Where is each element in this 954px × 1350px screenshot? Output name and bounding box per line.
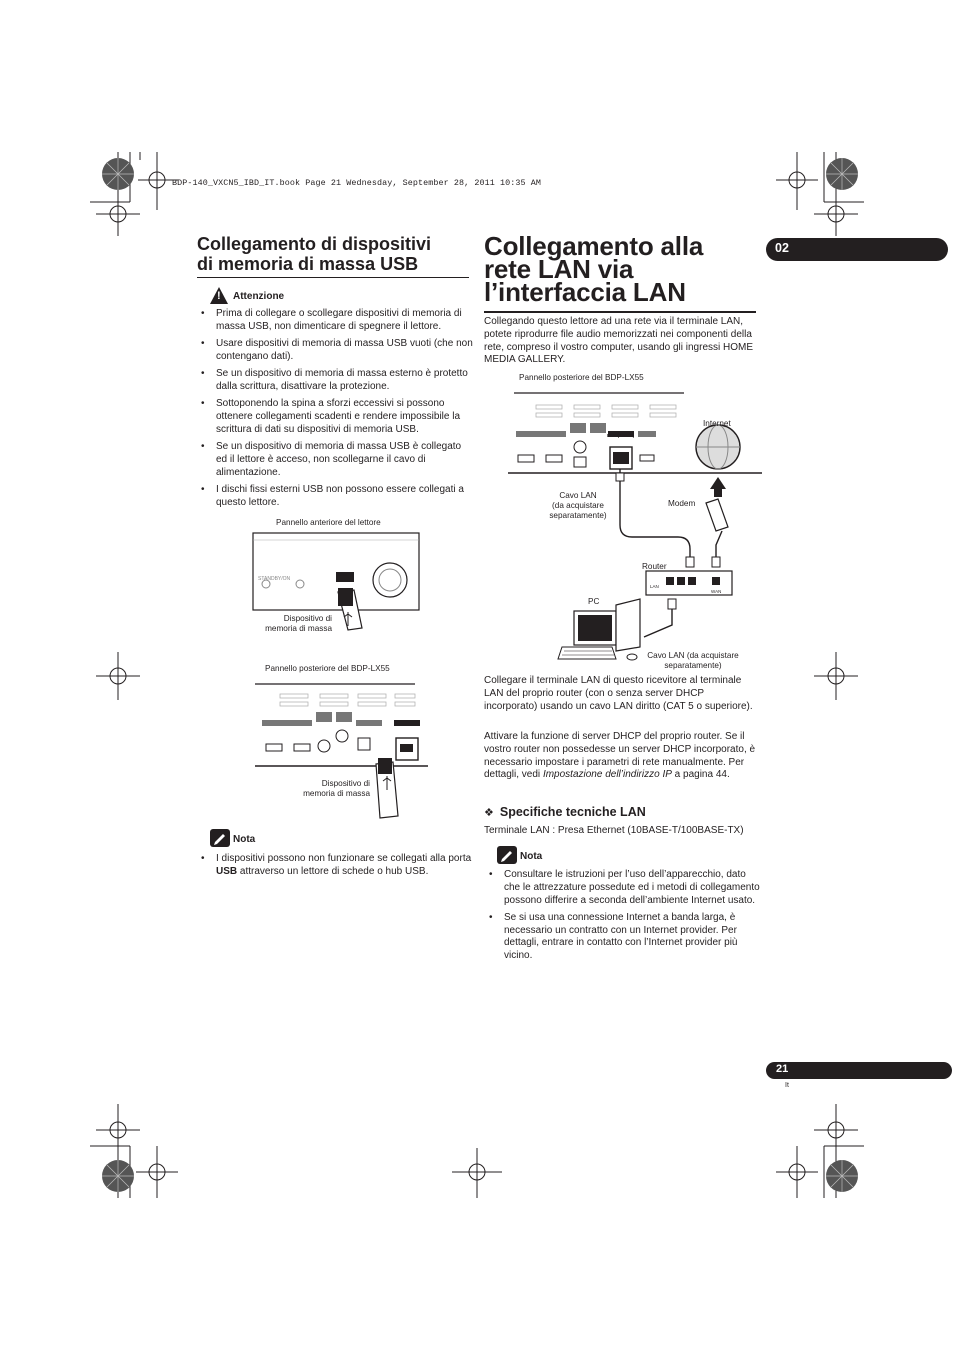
section-title-usb: Collegamento di dispositivi di memoria di massa USB [197,234,432,274]
list-item: • Prima di collegare o scollegare dispositivi di memoria di massa USB, non dimenticare di spegnere il lettore. [198,308,474,334]
note-title-left: Nota [233,834,256,845]
rear-panel-usb-illustration [250,676,480,826]
page-number: 21 [776,1063,789,1075]
section-rule-lan [484,311,756,313]
list-item: • Se un dispositivo di memoria di massa USB è collegato ed il lettore è acceso, non scollegarne il cavo di alimentazione. [198,441,474,479]
spec-line: Terminale LAN : Presa Ethernet (10BASE-T/100BASE-TX) [484,825,744,836]
chapter-number: 02 [775,241,789,255]
lan-port-label: LAN (10/100) [607,433,635,438]
internet-label: Internet [703,419,731,428]
caution-list [198,308,474,514]
rear-panel-caption: Pannello posteriore del BDP-LX55 [265,664,390,673]
page-language: It [785,1082,789,1089]
cable1-label: Cavo LAN (da acquistare separatamente) [549,491,607,520]
router-wan-label: WAN [711,589,722,594]
lan-para-2: Attivare la funzione di server DHCP del proprio router. Se il vostro router non possedesse un server DHCP incorporato, è necessario impostare i parametri di rete manualmente. Per dettagli, vedi Impostazione dell’indirizzo IP a pagina 44. [484,731,756,781]
front-panel-small-label: STANDBY/ON [258,576,291,582]
note-icon [497,846,517,864]
list-item: • Se si usa una connessione Internet a banda larga, è necessario un contratto con un Internet provider. Per dettagli, entrare in contatto con l’Internet provider più vicino. [486,912,760,963]
front-device-label: Dispositivo di memoria di massa [265,614,332,633]
lan-para-1: Collegare il terminale LAN di questo ricevitore al terminale LAN del proprio router (con o senza server DHCP incorporato) usando un cavo LAN diritto (CAT 5 o superiore). [484,675,753,712]
list-item: • I dischi fissi esterni USB non possono essere collegati a questo lettore. [198,484,474,510]
lan-intro: Collegando questo lettore ad una rete via il terminale LAN, potete riprodurre file audio memorizzati nei componenti della rete, compreso il vostro computer, usando gli ingressi HOME MEDIA GALLERY. [484,316,753,366]
list-item: • Se un dispositivo di memoria di massa esterno è protetto dalla scrittura, disattivare la protezione. [198,368,474,394]
router-lan-label: LAN [650,584,659,589]
note-list-left [198,853,474,883]
list-item: • Usare dispositivi di memoria di massa USB vuoti (che non contengano dati). [198,338,474,364]
warning-icon: ! [210,287,228,304]
section-rule-usb [197,277,469,278]
caution-title: Attenzione [233,291,285,302]
rear-device-label: Dispositivo di memoria di massa [303,779,370,798]
spec-heading: ❖ Specifiche tecniche LAN [484,805,646,819]
pc-label: PC [588,597,600,606]
note-title-right: Nota [520,851,543,862]
chapter-tab [766,238,948,261]
list-item: • I dispositivi possono non funzionare se collegati alla porta USB attraverso un lettore di schede o hub USB. [198,853,474,879]
front-usb-label: USB [337,572,348,578]
list-item: • Consultare le istruzioni per l’uso dell’apparecchio, dato che le attrezzature possedute ed i metodi di collegamento possono differire a seconda dell’ambiente Internet usato. [486,869,760,907]
section-title-lan: Collegamento alla rete LAN via l’interfaccia LAN [484,231,704,307]
note-icon [210,829,230,847]
router-label: Router [642,562,667,571]
list-item: • Sottoponendo la spina a sforzi eccessivi si possono ottenere collegamenti scadenti e rendere impossibile la scrittura di dati su dispositivi di memoria USB. [198,398,474,436]
note-list-right [486,869,760,968]
modem-label: Modem [668,499,696,508]
diamond-icon: ❖ [484,807,494,819]
page-number-tab [766,1062,952,1079]
front-panel-caption: Pannello anteriore del lettore [276,518,381,527]
book-header: BDP-140_VXCN5_IBD_IT.book Page 21 Wednesday, September 28, 2011 10:35 AM [172,178,542,188]
cable2-label: Cavo LAN (da acquistare separatamente) [647,651,739,670]
rear-caption-lan: Pannello posteriore del BDP-LX55 [519,373,644,382]
